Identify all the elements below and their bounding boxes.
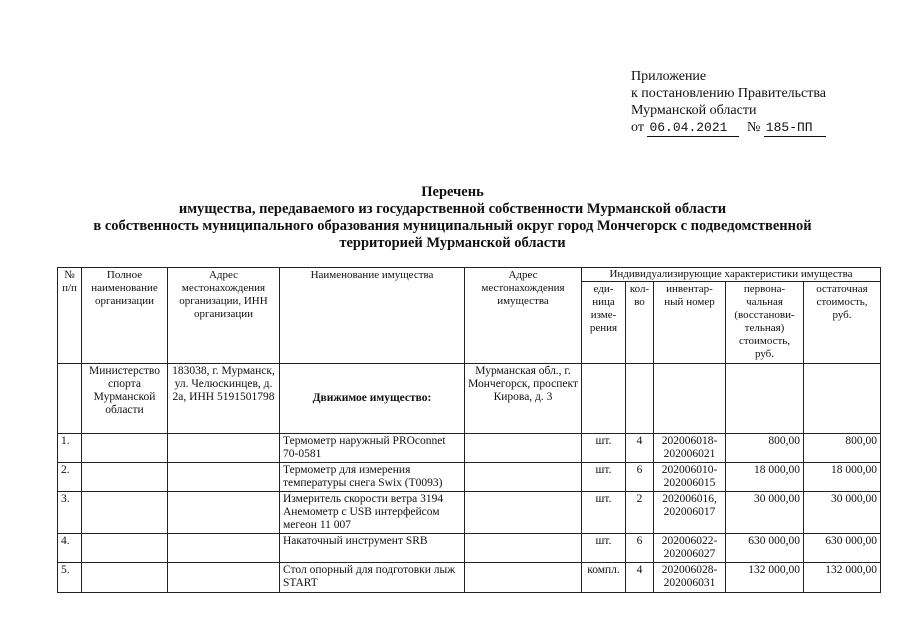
appendix-number: 185-ПП [764, 119, 826, 137]
row-initial-cost: 18 000,00 [726, 463, 804, 492]
row-initial-cost: 132 000,00 [726, 563, 804, 593]
row-num: 1. [58, 434, 82, 463]
row-qty: 4 [626, 434, 654, 463]
intro-property-address: Мурманская обл., г. Мончегорск, проспект Кирова, д. 3 [465, 364, 582, 434]
row-name: Термометр наружный PROconnet 70-0581 [280, 434, 465, 463]
document-title [40, 184, 865, 252]
appendix-block [631, 68, 826, 137]
header-property-name: Наименование имущества [280, 268, 465, 364]
row-qty: 6 [626, 534, 654, 563]
row-inventory: 202006016, 202006017 [654, 492, 726, 534]
row-name: Накаточный инструмент SRB [280, 534, 465, 563]
header-qty: кол- во [626, 282, 654, 364]
row-residual-cost: 18 000,00 [804, 463, 881, 492]
intro-property-name: Движимое имущество: [280, 364, 465, 434]
row-name: Стол опорный для подготовки лыж START [280, 563, 465, 593]
table-row [58, 534, 881, 563]
table-row [58, 434, 881, 463]
appendix-no-label: № [746, 120, 761, 135]
intro-org-address: 183038, г. Мурманск, ул. Челюскинцев, д. 2а, ИНН 5191501798 [168, 364, 280, 434]
row-name: Термометр для измерения температуры снега Swix (T0093) [280, 463, 465, 492]
row-qty: 4 [626, 563, 654, 593]
row-num: 3. [58, 492, 82, 534]
appendix-from-label: от [631, 120, 644, 135]
property-table [57, 267, 881, 593]
title-line-3: в собственность муниципального образования муниципальный округ город Мончегорск с подведомственной [93, 218, 812, 234]
header-characteristics: Индивидуализирующие характеристики имущества [582, 268, 881, 282]
header-initial-cost: первона- чальная (восстанови- тельная) стоимость, руб. [726, 282, 804, 364]
row-inventory: 202006022-202006027 [654, 534, 726, 563]
row-unit: шт. [582, 434, 626, 463]
row-initial-cost: 630 000,00 [726, 534, 804, 563]
intro-num [58, 364, 82, 434]
row-qty: 6 [626, 463, 654, 492]
intro-row [58, 364, 881, 434]
row-residual-cost: 132 000,00 [804, 563, 881, 593]
row-initial-cost: 800,00 [726, 434, 804, 463]
row-qty: 2 [626, 492, 654, 534]
row-residual-cost: 800,00 [804, 434, 881, 463]
header-org-address: Адрес местонахождения организации, ИНН организации [168, 268, 280, 364]
row-residual-cost: 30 000,00 [804, 492, 881, 534]
row-unit: шт. [582, 534, 626, 563]
title-line-1: Перечень [421, 184, 484, 200]
row-inventory: 202006010-202006015 [654, 463, 726, 492]
intro-org-name: Министерство спорта Мурманской области [82, 364, 168, 434]
row-num: 2. [58, 463, 82, 492]
header-org-name: Полное наименование организации [82, 268, 168, 364]
header-unit: еди- ница изме- рения [582, 282, 626, 364]
appendix-date: 06.04.2021 [647, 119, 739, 137]
header-num: № п/п [58, 268, 82, 364]
row-num: 5. [58, 563, 82, 593]
row-unit: компл. [582, 563, 626, 593]
row-name: Измеритель скорости ветра 3194 Анемометр с USB интерфейсом мегеон 11 007 [280, 492, 465, 534]
row-residual-cost: 630 000,00 [804, 534, 881, 563]
table-row [58, 463, 881, 492]
appendix-date-line [631, 119, 826, 137]
title-line-2: имущества, передаваемого из государственной собственности Мурманской области [178, 201, 727, 217]
row-inventory: 202006018-202006021 [654, 434, 726, 463]
header-property-address: Адрес местонахождения имущества [465, 268, 582, 364]
title-line-4: территорией Мурманской области [339, 235, 566, 251]
row-unit: шт. [582, 492, 626, 534]
table-row [58, 492, 881, 534]
row-unit: шт. [582, 463, 626, 492]
table-row [58, 563, 881, 593]
row-num: 4. [58, 534, 82, 563]
header-residual-cost: остаточная стоимость, руб. [804, 282, 881, 364]
row-initial-cost: 30 000,00 [726, 492, 804, 534]
appendix-line-2: к постановлению Правительства [631, 86, 827, 101]
appendix-line-1: Приложение [631, 69, 707, 84]
appendix-line-3: Мурманской области [631, 103, 757, 118]
header-inventory: инвентар- ный номер [654, 282, 726, 364]
row-inventory: 202006028-202006031 [654, 563, 726, 593]
